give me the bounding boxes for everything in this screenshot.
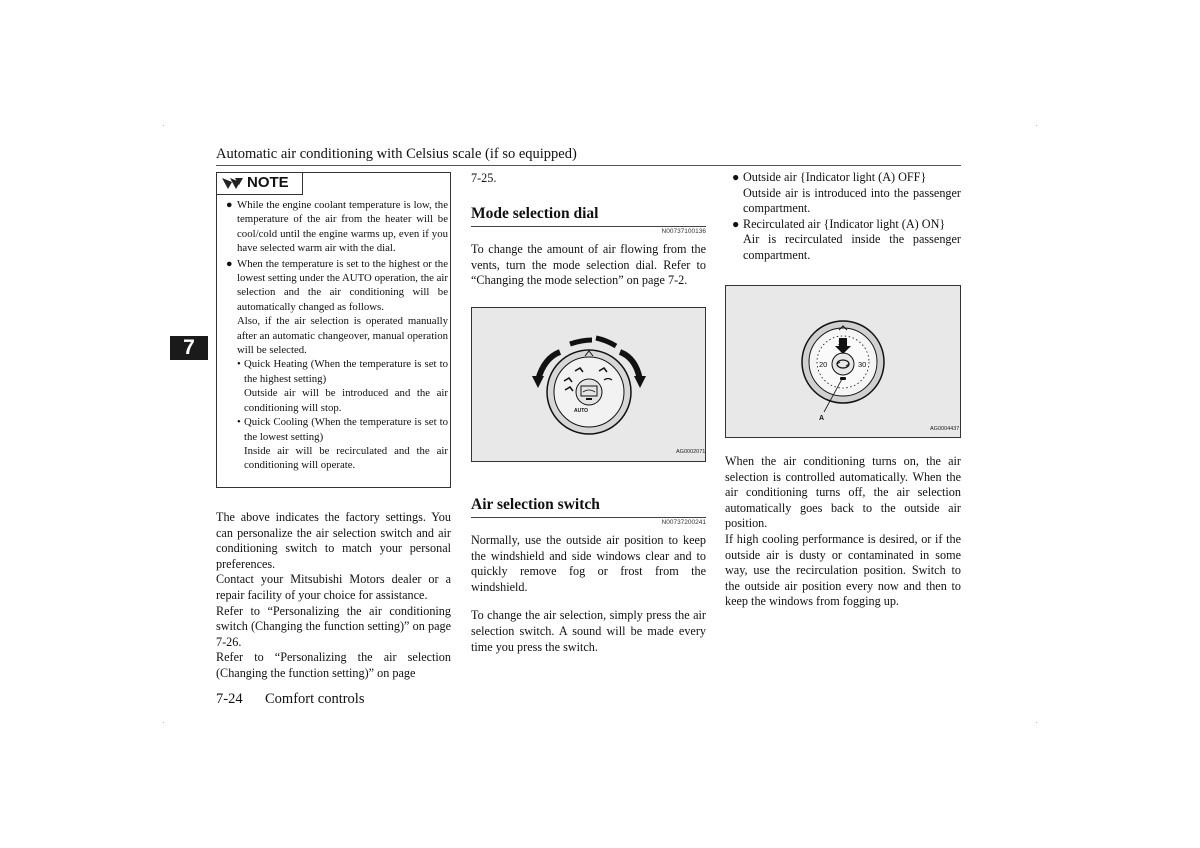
note-sub-bullet-title: Quick Cooling (When the temperature is set to the lowest setting) bbox=[244, 416, 448, 443]
paragraph: If high cooling performance is desired, or if the outside air is dusty or contaminated in some way, use the recirculation position. Switch to the outside air position every now and then to keep the windows from fogging up. bbox=[725, 531, 961, 609]
temperature-dial-figure bbox=[725, 285, 961, 438]
temperature-dial-illustration bbox=[726, 286, 960, 437]
footer-page-number: 7-24 bbox=[216, 691, 243, 707]
bullet-title: Outside air {Indicator light (A) OFF} bbox=[743, 170, 927, 184]
note-header bbox=[217, 173, 303, 195]
indicator-callout-a: A bbox=[819, 415, 825, 422]
auto-label: AUTO bbox=[574, 408, 589, 414]
note-sub-bullet-body: Inside air will be recirculated and the air conditioning will operate. bbox=[244, 444, 448, 472]
note-label: NOTE bbox=[247, 174, 289, 191]
note-bullet bbox=[226, 198, 448, 256]
chapter-tab: 7 bbox=[170, 336, 208, 360]
mode-section-code: N00737100136 bbox=[661, 228, 706, 235]
paragraph: Normally, use the outside air position to keep the windshield and side windows clear and to quickly remove fog or frost from the windshield. bbox=[471, 533, 706, 594]
note-body bbox=[226, 198, 448, 473]
paragraph: The above indicates the factory settings. You can personalize the air selection switch and air conditioning switch to match your personal preferences. bbox=[216, 510, 451, 571]
section-title-air: Air selection switch bbox=[471, 496, 600, 513]
section-rule bbox=[471, 226, 706, 227]
air-mode-bullet bbox=[732, 217, 961, 233]
mode-dial-figure bbox=[471, 307, 706, 462]
paragraph: Refer to “Personalizing the air selection (Changing the function setting)” on page bbox=[216, 650, 451, 680]
right-column-body bbox=[725, 454, 961, 610]
air-section-code: N00737200241 bbox=[661, 519, 706, 526]
footer-section-name: Comfort controls bbox=[265, 691, 365, 707]
note-sub-bullet bbox=[237, 415, 448, 444]
bullet-icon: ● bbox=[226, 199, 233, 211]
section-title-mode: Mode selection dial bbox=[471, 205, 599, 222]
note-bullet bbox=[226, 257, 448, 315]
paragraph: To change the amount of air flowing from the vents, turn the mode selection dial. Refer to “Changing the mode selection” on page 7-2. bbox=[471, 242, 706, 288]
paragraph: To change the air selection, simply press the air selection switch. A sound will be made every time you press the switch. bbox=[471, 608, 706, 654]
crop-mark bbox=[163, 125, 164, 126]
left-column-text bbox=[216, 510, 451, 682]
note-bullet-text: While the engine coolant temperature is low, the temperature of the air from the heater will be cool/cold until the engine warms up, even if you have selected warm air with the dial. bbox=[237, 199, 448, 255]
temp-label-30: 30 bbox=[858, 360, 867, 369]
note-sub-bullet-text bbox=[237, 444, 448, 473]
bullet-icon: ● bbox=[732, 170, 740, 184]
temp-label-20: 20 bbox=[819, 360, 828, 369]
page-header-title: Automatic air conditioning with Celsius scale (if so equipped) bbox=[216, 146, 577, 162]
header-rule bbox=[216, 165, 961, 166]
note-sub-bullet-body: Outside air will be introduced and the air conditioning will stop. bbox=[244, 387, 448, 414]
continuation-text: 7-25. bbox=[471, 171, 497, 185]
air-mode-bullet bbox=[732, 170, 961, 186]
air-section-body bbox=[471, 533, 706, 655]
bullet-title: Recirculated air {Indicator light (A) ON} bbox=[743, 216, 946, 231]
temp-label-25: 25 bbox=[838, 338, 847, 347]
bullet-text: Outside air is introduced into the passenger compartment. bbox=[743, 185, 961, 216]
note-sub-bullet-title: Quick Heating (When the temperature is set to the highest setting) bbox=[244, 358, 448, 385]
bullet-icon: ● bbox=[226, 257, 233, 270]
crop-mark bbox=[1036, 125, 1037, 126]
crop-mark bbox=[1036, 722, 1037, 723]
sub-bullet-icon: • bbox=[237, 416, 241, 429]
note-box bbox=[216, 172, 451, 488]
note-bullet-text: Also, if the air selection is operated manually after an automatic changeover, manual operation will be selected. bbox=[237, 315, 448, 357]
crop-mark bbox=[163, 722, 164, 723]
mode-dial-illustration bbox=[472, 308, 705, 461]
bullet-text: Air is recirculated inside the passenger compartment. bbox=[743, 232, 961, 262]
note-sub-bullet bbox=[237, 357, 448, 386]
paragraph: When the air conditioning turns on, the air selection is controlled automatically. When the air conditioning turns off, the air selection automatically goes back to the outside air position. bbox=[725, 454, 961, 531]
bullet-icon: ● bbox=[732, 216, 740, 231]
figure-code: AG0004437 bbox=[930, 426, 960, 432]
note-hand-icon bbox=[221, 176, 245, 192]
note-bullet-text: When the temperature is set to the highest or the lowest setting under the AUTO operation, the air selection and the air conditioning will be automatically changed as follows. bbox=[237, 257, 448, 313]
paragraph: Refer to “Personalizing the air conditioning switch (Changing the function setting)” on page 7-26. bbox=[216, 603, 451, 649]
mode-section-body bbox=[471, 242, 706, 289]
section-rule bbox=[471, 517, 706, 518]
note-sub-bullet-text bbox=[237, 386, 448, 415]
paragraph: Contact your Mitsubishi Motors dealer or a repair facility of your choice for assistance. bbox=[216, 572, 451, 602]
figure-code: AG0002071 bbox=[676, 449, 706, 455]
right-column-bullets bbox=[732, 170, 961, 264]
note-bullet-continuation bbox=[226, 314, 448, 357]
sub-bullet-icon: • bbox=[237, 358, 241, 371]
